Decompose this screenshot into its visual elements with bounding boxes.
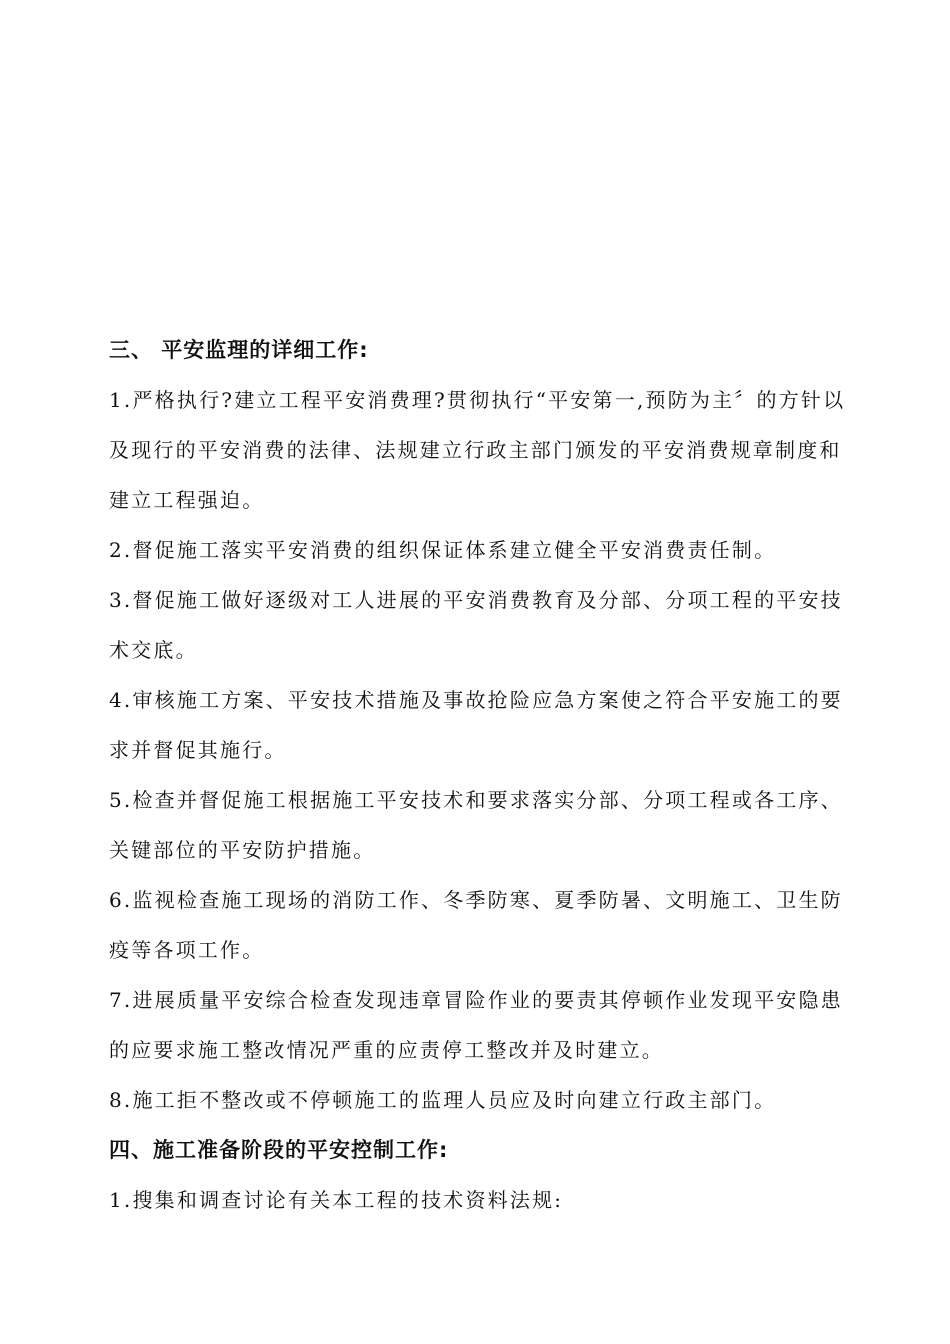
document-body xyxy=(109,325,859,1225)
list-item: 4.审核施工方案、平安技术措施及事故抢险应急方案使之符合平安施工的要求并督促其施行。 xyxy=(109,688,843,762)
list-item: 2.督促施工落实平安消费的组织保证体系建立健全平安消费责任制。 xyxy=(109,538,777,562)
list-item: 8.施工拒不整改或不停顿施工的监理人员应及时向建立行政主部门。 xyxy=(109,1088,777,1112)
list-item: 7.进展质量平安综合检查发现违章冒险作业的要责其停顿作业发现平安隐患的应要求施工整改情况严重的应责停工整改并及时建立。 xyxy=(109,988,843,1062)
section-heading-3: 三、 平安监理的详细工作: xyxy=(109,338,369,362)
list-item: 1.搜集和调查讨论有关本工程的技术资料法规: xyxy=(109,1188,564,1212)
list-item: 6.监视检查施工现场的消防工作、冬季防寒、夏季防暑、文明施工、卫生防疫等各项工作。 xyxy=(109,888,843,962)
list-item: 5.检查并督促施工根据施工平安技术和要求落实分部、分项工程或各工序、关键部位的平安防护措施。 xyxy=(109,788,843,862)
section-heading-4: 四、施工准备阶段的平安控制工作: xyxy=(109,1138,449,1162)
list-item: 3.督促施工做好逐级对工人进展的平安消费教育及分部、分项工程的平安技术交底。 xyxy=(109,588,843,662)
list-item: 1.严格执行?建立工程平安消费理?贯彻执行“平安第一,预防为主〞的方针以及现行的平安消费的法律、法规建立行政主部门颁发的平安消费规章制度和建立工程强迫。 xyxy=(109,388,846,512)
